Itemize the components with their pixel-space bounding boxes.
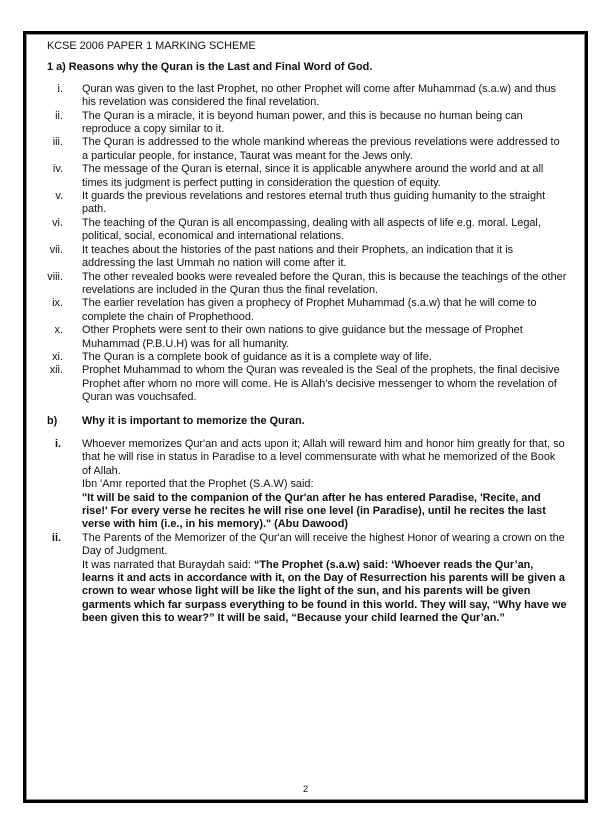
item-number: xi.	[52, 350, 63, 363]
item-number: iv.	[52, 163, 63, 176]
item-number: x.	[54, 324, 63, 337]
item-text: The Quran is a complete book of guidance as it is a complete way of life.	[82, 350, 432, 363]
list-item	[47, 110, 567, 137]
section-a-list	[47, 83, 567, 405]
item-text: The Quran is a miracle, it is beyond human power, and this is because no human being can reproduce a copy similar to it.	[82, 109, 523, 136]
item-text: It teaches about the histories of the past nations and their Prophets, an indication that it is addressing the last Ummah no nation will come after it.	[82, 243, 514, 270]
document-header: KCSE 2006 PAPER 1 MARKING SCHEME	[47, 40, 256, 52]
section-b-heading	[47, 415, 567, 428]
list-item	[47, 83, 567, 110]
item-text: Other Prophets were sent to their own nations to give guidance but the message of Prophet Muhammad (P.B.U.H) was for all humanity.	[82, 324, 523, 350]
item-number: vi.	[52, 216, 63, 229]
item-number: ii.	[51, 531, 61, 544]
section-b-label: b)	[47, 414, 58, 427]
section-a-heading: 1 a) Reasons why the Quran is the Last and Final Word of God.	[47, 61, 373, 74]
item-text: The Quran is addressed to the whole mankind whereas the previous revelations were addressed to a particular people, for instance, Taurat was meant for the Jews only.	[82, 136, 560, 162]
list-item	[47, 271, 567, 298]
list-item	[47, 190, 567, 217]
hadith-quote: “The Prophet (s.a.w) said: ‘Whoever reads the Qur’an, learns it and acts in accordance with it, on the Day of Resurrection his parents will be given a crown to wear whose light will be like the light of the sun, and his parents will be given garments which far surpass everything to be found in this world. They will say, “Why have we been given this to wear?” It will be said, “Because your child learned the Qur’an.”	[82, 558, 567, 625]
item-number: ix.	[52, 297, 63, 310]
item-text: Quran was given to the last Prophet, no other Prophet will come after Muhammad (s.a.w) and thus his revelation was considered the final revelation.	[82, 82, 556, 109]
section-b-list	[47, 438, 567, 626]
list-item	[47, 364, 567, 404]
item-text: The teaching of the Quran is all encompassing, dealing with all aspects of life e.g. moral. Legal, political, social, economical and international relations.	[82, 216, 541, 243]
list-item	[47, 136, 567, 163]
item-number: iii.	[52, 136, 63, 149]
item-number: i.	[57, 82, 63, 95]
list-item	[47, 438, 567, 532]
item-text: The earlier revelation has given a prophecy of Prophet Muhammad (s.a.w) that he will come to complete the chain of Prophethood.	[82, 297, 537, 323]
list-item	[47, 351, 567, 364]
list-item	[47, 244, 567, 271]
item-number: i.	[54, 437, 61, 450]
list-item	[47, 297, 567, 324]
item-text: Prophet Muhammad to whom the Quran was revealed is the Seal of the prophets, the final decisive Prophet after whom no more will come. He is Allah's decisive messenger to whom the revelation of Quran was vouchsafed.	[82, 364, 560, 404]
hadith-block	[82, 559, 567, 626]
list-item	[47, 532, 567, 626]
item-number: v.	[55, 190, 63, 203]
item-text: The message of the Quran is eternal, since it is applicable anywhere around the world and at all times its judgment is perfect putting in consideration the question of equity.	[82, 163, 544, 189]
item-number: vii.	[49, 243, 63, 256]
item-text: The Parents of the Memorizer of the Qur'an will receive the highest Honor of wearing a crown on the Day of Judgment.	[82, 531, 565, 558]
hadith-intro: Ibn 'Amr reported that the Prophet (S.A.W) said:	[82, 478, 314, 491]
hadith-quote: "It will be said to the companion of the Qur'an after he has entered Paradise, 'Recite, and rise!' For every verse he recites he will rise one level (in Paradise), until he recites the last verse with him (i.e., in his memory)." (Abu Dawood)	[82, 491, 546, 531]
hadith-intro: It was narrated that Buraydah said:	[82, 558, 254, 571]
page-border	[23, 31, 588, 803]
document-body	[47, 40, 567, 626]
page-number: 2	[302, 784, 308, 794]
item-text: It guards the previous revelations and restores eternal truth thus guiding humanity to the straight path.	[82, 190, 546, 216]
item-number: ii.	[55, 109, 63, 122]
item-text: Whoever memorizes Qur'an and acts upon it; Allah will reward him and honor him greatly for that, so that he will rise in status in Paradise to a level commensurate with what he memorized of the Book of Allah.	[82, 437, 565, 477]
list-item	[47, 217, 567, 244]
section-b-title: Why it is important to memorize the Quran.	[82, 414, 305, 427]
item-number: viii.	[47, 270, 63, 283]
list-item	[47, 163, 567, 190]
list-item	[47, 324, 567, 351]
item-text: The other revealed books were revealed before the Quran, this is because the teachings of the other revelations are included in the Quran thus the final revelation.	[82, 270, 567, 296]
item-number: xii.	[49, 364, 63, 377]
